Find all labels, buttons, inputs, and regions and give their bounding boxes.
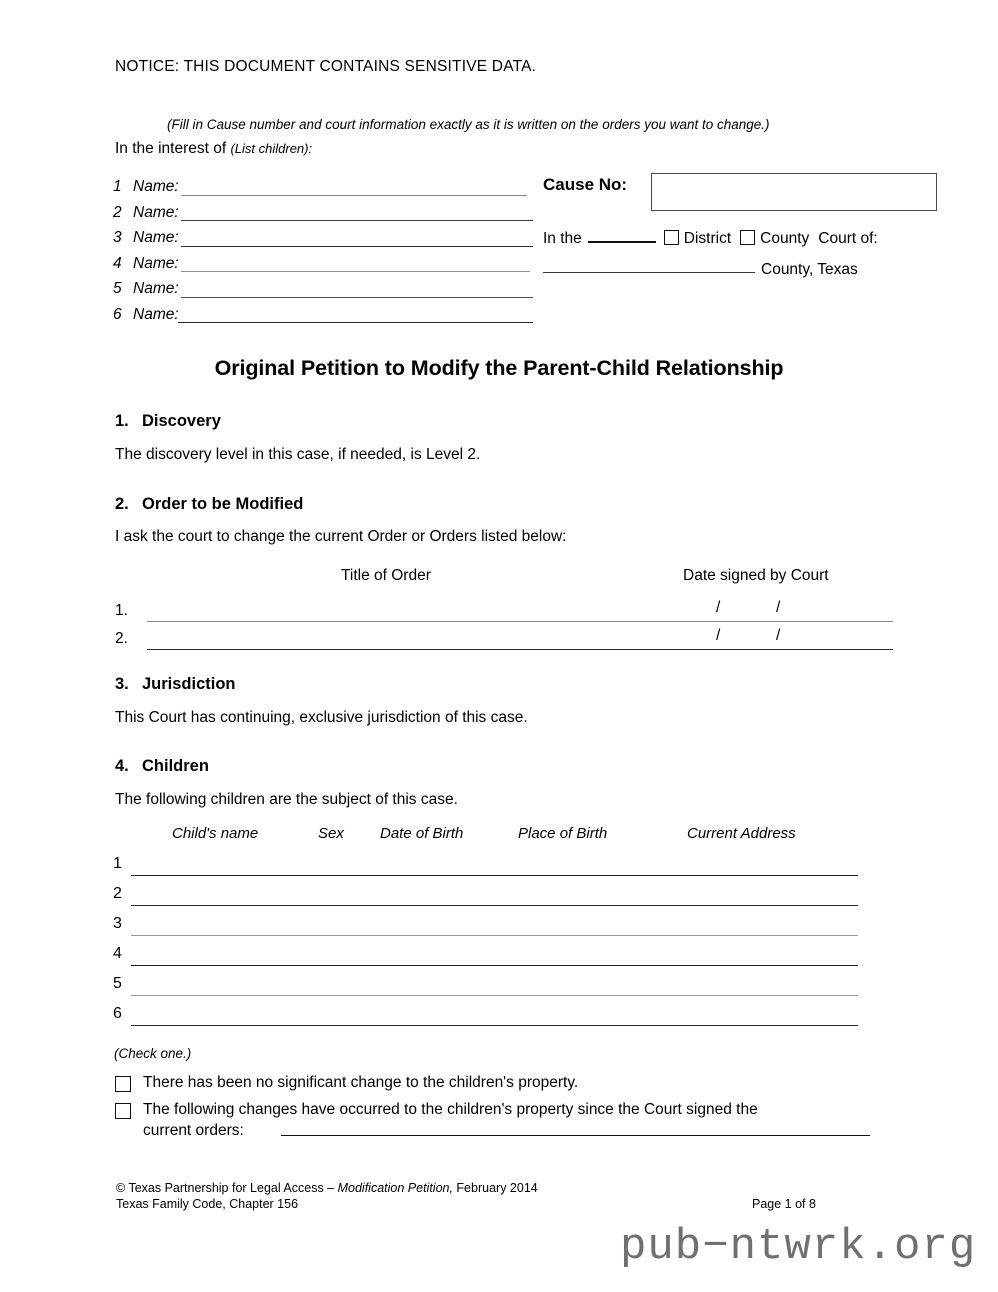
order-table-header-title: Title of Order xyxy=(341,567,431,584)
name-row-number: 2 xyxy=(113,203,122,221)
county-checkbox[interactable] xyxy=(740,230,755,245)
children-row-index: 2 xyxy=(113,885,122,902)
page-title: Original Petition to Modify the Parent-Child Relationship xyxy=(214,356,784,380)
property-option-2-line-1: The following changes have occurred to the children's property since the Court signed the xyxy=(143,1101,758,1118)
order-date-separator: / xyxy=(716,627,721,644)
in-the-interest-of-label: In the interest of xyxy=(115,140,227,157)
section-number: 3. xyxy=(115,675,129,693)
children-name-list xyxy=(113,172,533,325)
sensitive-data-notice: NOTICE: THIS DOCUMENT CONTAINS SENSITIVE DATA. xyxy=(115,58,537,75)
property-changes-input[interactable] xyxy=(281,1135,870,1136)
section-number: 1. xyxy=(115,412,129,430)
name-row[interactable] xyxy=(113,198,533,224)
children-row-input[interactable] xyxy=(131,1025,858,1026)
county-label: County xyxy=(760,230,810,247)
in-the-interest-of-line xyxy=(115,140,312,158)
in-the-label: In the xyxy=(543,230,582,247)
order-date-separator: / xyxy=(716,599,721,616)
children-row-index: 4 xyxy=(113,945,122,962)
name-row-input[interactable] xyxy=(181,246,533,247)
order-date-separator: / xyxy=(776,627,781,644)
children-table-row xyxy=(113,906,858,936)
order-table-row xyxy=(115,594,893,622)
section-number: 4. xyxy=(115,757,129,775)
children-header-sex: Sex xyxy=(318,825,344,842)
check-one-instruction: (Check one.) xyxy=(114,1046,192,1061)
name-row-number: 4 xyxy=(113,254,122,272)
children-header-name: Child's name xyxy=(172,825,259,842)
section-heading-jurisdiction xyxy=(115,675,236,694)
name-row[interactable] xyxy=(113,274,533,300)
name-row-label: Name: xyxy=(133,178,179,195)
name-row-input[interactable] xyxy=(181,271,530,272)
name-row-input[interactable] xyxy=(181,220,533,221)
property-option-1-label: There has been no significant change to the children's property. xyxy=(143,1074,579,1091)
name-row-number: 5 xyxy=(113,280,122,297)
section-heading-children xyxy=(115,757,209,776)
property-option-2-checkbox[interactable] xyxy=(115,1103,131,1119)
cause-no-input[interactable] xyxy=(651,173,937,211)
order-date-separator: / xyxy=(776,599,781,616)
cause-no-label: Cause No: xyxy=(543,175,628,194)
name-row-input[interactable] xyxy=(181,297,533,298)
name-row-number: 3 xyxy=(113,229,122,246)
section-body-order-to-be-modified: I ask the court to change the current Order or Orders listed below: xyxy=(115,528,567,545)
footer-copyright-title: Modification Petition, xyxy=(337,1181,453,1195)
watermark: pub−ntwrk.org xyxy=(620,1222,977,1272)
section-body-children: The following children are the subject of this case. xyxy=(115,791,458,808)
order-table-row xyxy=(115,622,893,650)
children-header-address: Current Address xyxy=(687,825,796,842)
footer-page-number: Page 1 of 8 xyxy=(752,1197,816,1211)
court-number-input[interactable] xyxy=(588,228,656,243)
name-row-label: Name: xyxy=(133,254,179,272)
footer-statute: Texas Family Code, Chapter 156 xyxy=(116,1197,299,1211)
name-row[interactable] xyxy=(113,172,533,198)
section-body-discovery: The discovery level in this case, if needed, is Level 2. xyxy=(115,446,481,463)
name-row[interactable] xyxy=(113,223,533,249)
section-number: 2. xyxy=(115,495,129,513)
section-title: Discovery xyxy=(142,412,221,430)
children-table-row xyxy=(113,996,858,1026)
fill-in-instruction: (Fill in Cause number and court information exactly as it is written on the orders you want to change.) xyxy=(167,117,770,132)
name-row-number: 1 xyxy=(113,178,122,195)
property-option-1[interactable] xyxy=(115,1073,875,1094)
children-table-row xyxy=(113,936,858,966)
order-date-input[interactable] xyxy=(648,649,893,650)
name-row-label: Name: xyxy=(133,280,179,297)
children-table-row xyxy=(113,846,858,876)
children-row-index: 6 xyxy=(113,1005,122,1022)
children-header-dob: Date of Birth xyxy=(380,825,464,842)
order-row-index: 2. xyxy=(115,630,128,647)
district-checkbox[interactable] xyxy=(664,230,679,245)
county-name-line xyxy=(543,262,938,278)
name-row-input[interactable] xyxy=(178,322,533,323)
name-row-label: Name: xyxy=(133,203,179,221)
footer-copyright-prefix: © Texas Partnership for Legal Access – xyxy=(116,1181,338,1195)
section-title: Order to be Modified xyxy=(142,495,304,513)
list-children-note: (List children): xyxy=(230,141,313,156)
court-of-label: Court of: xyxy=(818,230,878,247)
name-row-label: Name: xyxy=(133,229,179,246)
order-row-index: 1. xyxy=(115,602,128,619)
children-table-row xyxy=(113,966,858,996)
children-row-index: 5 xyxy=(113,975,122,992)
county-name-input[interactable] xyxy=(543,272,755,273)
name-row-number: 6 xyxy=(113,305,122,323)
section-heading-discovery xyxy=(115,412,221,431)
section-title: Jurisdiction xyxy=(142,675,236,693)
property-option-2-line-2: current orders: xyxy=(143,1121,244,1139)
children-row-index: 1 xyxy=(113,855,122,872)
section-heading-order-to-be-modified xyxy=(115,495,303,514)
district-label: District xyxy=(683,230,732,247)
children-table-row xyxy=(113,876,858,906)
children-header-pob: Place of Birth xyxy=(518,825,608,842)
footer-copyright xyxy=(116,1181,538,1195)
children-row-index: 3 xyxy=(113,915,122,932)
name-row[interactable] xyxy=(113,249,533,275)
section-body-jurisdiction: This Court has continuing, exclusive jurisdiction of this case. xyxy=(115,709,528,726)
property-option-1-checkbox[interactable] xyxy=(115,1076,131,1092)
court-designation-line xyxy=(543,228,878,248)
name-row-label: Name: xyxy=(133,305,179,323)
footer-copyright-suffix: February 2014 xyxy=(452,1181,538,1195)
county-texas-label: County, Texas xyxy=(761,261,858,278)
section-title: Children xyxy=(142,757,209,775)
name-row-input[interactable] xyxy=(181,195,527,196)
name-row[interactable] xyxy=(113,300,533,326)
order-table-header-date: Date signed by Court xyxy=(683,567,829,584)
